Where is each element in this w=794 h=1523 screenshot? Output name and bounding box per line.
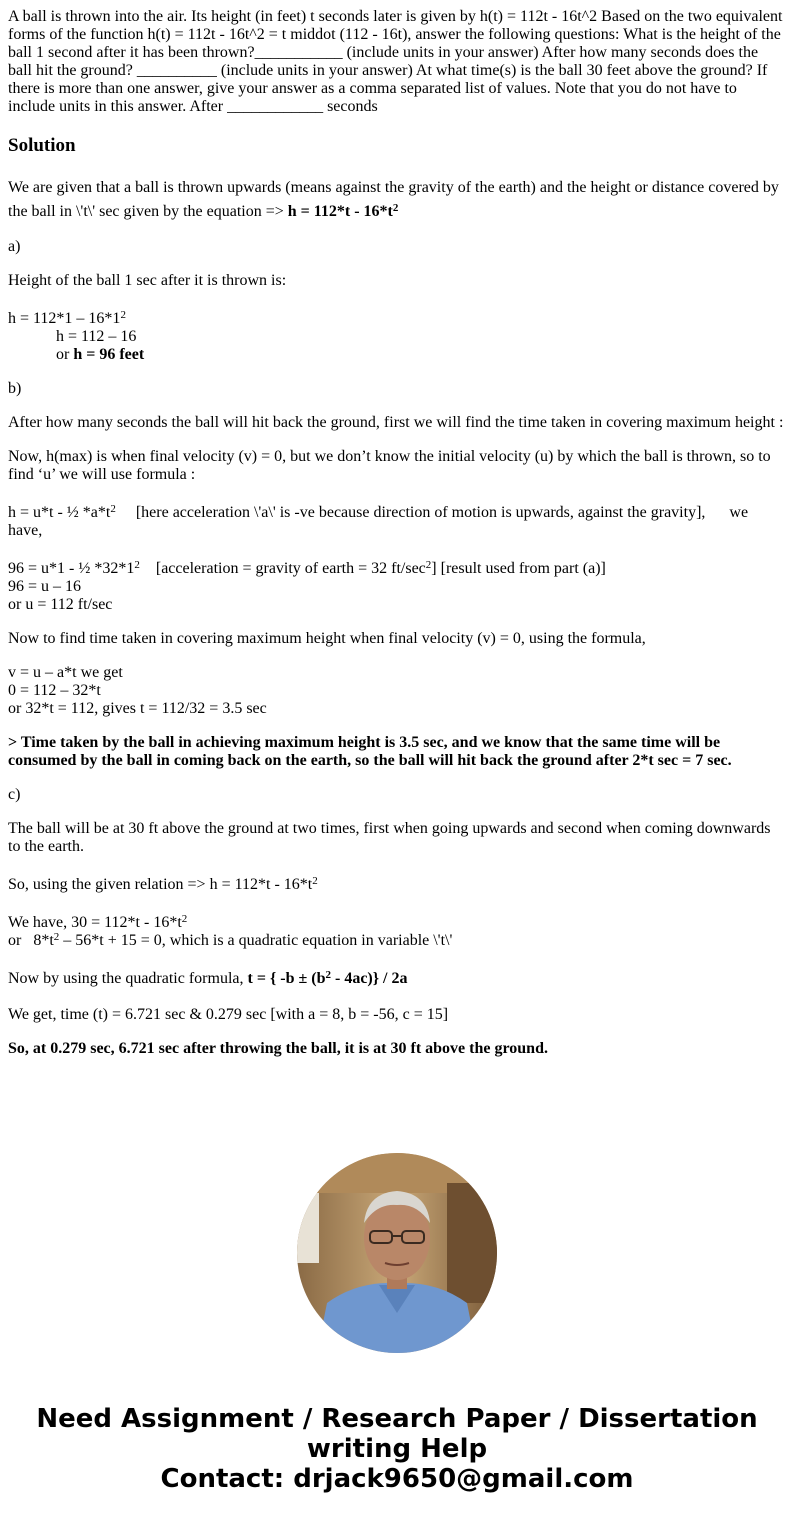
question-text: A ball is thrown into the air. Its height (in feet) t seconds later is given by h(t) = 112t - 16t^2 Based on the two equivalent forms of the function h(t) = 112t - 16t^2 = t middot (112 - 16t), answer the following questions: What is the height of the ball 1 second after it has been thrown?___________ (include units in your answer) After how many seconds does the ball hit the ground? __________ (include units in your answer) At what time(s) is the ball 30 feet above the ground? If there is more than one answer, give your answer as a comma separated list of values. Note that you do not have to include units in this answer. After ____________ seconds [8, 8, 783, 115]
author-portrait-image [297, 1153, 497, 1353]
part-b-velocity: v = u – a*t we get 0 = 112 – 32*t or 32*t = 112, gives t = 112/32 = 3.5 sec [8, 664, 267, 717]
part-b-p3: Now to find time taken in covering maximum height when final velocity (v) = 0, using the formula, [8, 630, 646, 647]
part-b-p1: After how many seconds the ball will hit back the ground, first we will find the time taken in covering maximum height : [8, 414, 784, 431]
part-b-label: b) [8, 380, 22, 397]
intro-paragraph: We are given that a ball is thrown upwards (means against the gravity of the earth) and the height or distance covered by the ball in \'t\' sec given by the equation => $h = 112*t - 16*t^2$ [8, 179, 779, 220]
part-b-conclusion: > Time taken by the ball in achieving maximum height is 3.5 sec, and we know that the same time will be consumed by the ball in coming back on the earth, so the ball will hit back the ground after 2*t sec = 7 sec. [8, 734, 732, 769]
part-c-result: We get, time (t) = 6.721 sec & 0.279 sec [with a = 8, b = -56, c = 15] [8, 1006, 449, 1023]
part-a-lead: Height of the ball 1 sec after it is thrown is: [8, 272, 287, 289]
part-c-p2: So, using the given relation => $h = 112*t - 16*t^2$ [8, 874, 318, 893]
author-avatar [297, 1153, 497, 1353]
document-body [8, 8, 786, 1074]
promo-line-2: writing Help [306, 1434, 488, 1464]
part-b-p2: Now, h(max) is when final velocity (v) = 0, but we don’t know the initial velocity (u) by which the ball is thrown, so to find ‘u’ we will use formula : [8, 448, 771, 483]
part-c-final: So, at 0.279 sec, 6.721 sec after throwing the ball, it is at 30 ft above the ground. [8, 1040, 548, 1057]
part-a-work: $h = 112*1 - 16*1^2$ h = 112 – 16 or h = 96 feet [8, 308, 145, 363]
solution-heading: Solution [8, 135, 76, 156]
promo-footer [0, 1404, 794, 1494]
promo-line-1: Need Assignment / Research Paper / Dissertation [36, 1404, 758, 1434]
part-c-p1: The ball will be at 30 ft above the ground at two times, first when going upwards and second when coming downwards to the earth. [8, 820, 771, 855]
part-a-label: a) [8, 238, 21, 255]
part-c-quadratic: Now by using the quadratic formula, t = { $-b \pm (b^2 - 4ac)\} / 2a$ [8, 968, 408, 987]
part-b-formula-2: 96 = u*1 - ½ $*32*1^2$ [acceleration = gravity of earth = 32 $ft/\sec^2$] [result used from part (a)] 96 = u – 16 or u = 112 ft/sec [8, 558, 606, 613]
part-b-formula-1: h = u*t - ½ $*a*t^2$ [here acceleration \'a\' is -ve because direction of motion is upwards, against the gravity], we have, [8, 502, 753, 539]
part-c-label: c) [8, 786, 21, 803]
part-c-equations: We have, $30 = 112*t - 16*t^2$ or $8*t^2 - 56*t + 15 = 0$, which is a quadratic equation in variable \'t\' [8, 912, 453, 949]
promo-contact: Contact: drjack9650@gmail.com [160, 1464, 634, 1494]
